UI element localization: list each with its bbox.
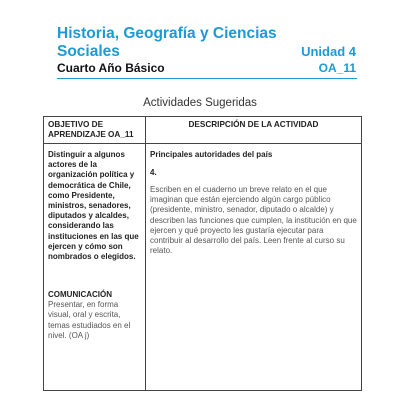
description-column-header: DESCRIPCIÓN DE LA ACTIVIDAD	[146, 117, 362, 144]
activity-heading: Principales autoridades del país	[150, 150, 273, 159]
objective-text: Distinguir a algunos actores de la organización política y democrática de Chile, como Presidente, ministros, senadores, diputados y alcaldes, considerando las instituciones en las que ejercen y cómo son nombrados o elegidos.	[48, 150, 139, 262]
subject-title: Historia, Geografía y Ciencias Sociales	[57, 25, 277, 60]
oa-code: OA_11	[318, 61, 356, 75]
section-title: Actividades Sugeridas	[143, 97, 257, 109]
header-divider	[57, 78, 357, 79]
skill-title: COMUNICACIÓN	[48, 290, 112, 300]
objective-cell	[44, 144, 146, 391]
table-row	[44, 144, 362, 391]
activity-number: 4.	[150, 168, 157, 177]
objective-column-header: OBJETIVO DE APRENDIZAJE OA_11	[44, 117, 146, 144]
description-cell	[146, 144, 362, 391]
activity-text: Escriben en el cuaderno un breve relato en el que imaginan que están ejerciendo algún cargo público (presidente, ministro, senador, diputado o alcalde) y describen las funciones que cumplen, la institución en que ejercen y qué proyecto les gustaría ejecutar para contribuir al desarrollo del país. Leen frente al curso su relato.	[150, 185, 357, 256]
table-header-row	[44, 117, 362, 144]
grade-label: Cuarto Año Básico	[57, 61, 165, 75]
activities-table	[43, 116, 362, 391]
skill-text: Presentar, en forma visual, oral y escrita, temas estudiados en el nivel. (OA j)	[48, 300, 131, 340]
unit-label: Unidad 4	[301, 44, 356, 59]
